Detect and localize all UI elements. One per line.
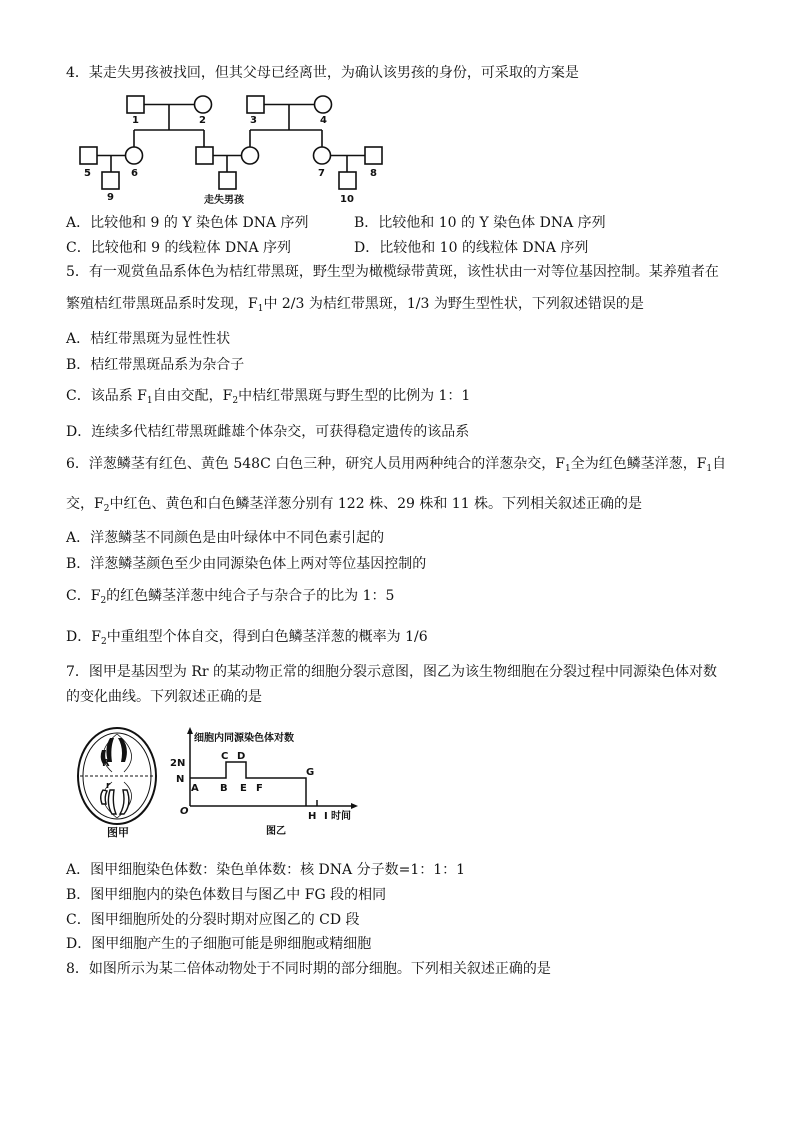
pedigree-female-mother: [242, 147, 259, 164]
figure-jia-cell: [72, 724, 164, 839]
q7-option-d: D．图甲细胞产生的子细胞可能是卵细胞或精细胞: [66, 936, 372, 952]
pedigree-male-1: [127, 96, 144, 113]
graph-origin: O: [180, 806, 189, 817]
figure-yi-caption: 图乙: [266, 826, 286, 837]
q6-stem-line2: 交，$F_2$中红色、黄色和白色鳞茎洋葱分别有 122 株、29 株和 11 株。下列相关叙述正确的是: [66, 496, 643, 514]
pedigree-label-10: 10: [340, 194, 354, 205]
graph-point-b: B: [220, 783, 228, 794]
pedigree-label-9: 9: [107, 192, 114, 203]
gene-label-r: r: [106, 781, 111, 791]
graph-xlabel: 时间: [331, 811, 351, 822]
q7-option-b: B．图甲细胞内的染色体数目与图乙中 FG 段的相同: [66, 887, 387, 903]
q5-option-c: C．该品系 $F_1$自由交配，$F_2$中桔红带黑斑与野生型的比例为 1：1: [66, 388, 471, 406]
graph-ytick-2n: 2N: [170, 758, 186, 769]
q4-stem: 4．某走失男孩被找回，但其父母已经离世，为确认该男孩的身份，可采取的方案是: [66, 65, 579, 81]
q4-option-b: B．比较他和 10 的 Y 染色体 DNA 序列: [354, 215, 606, 231]
q6-option-d: D．$F_2$中重组型个体自交，得到白色鳞茎洋葱的概率为 1/6: [66, 629, 428, 647]
graph-point-c: C: [221, 751, 229, 762]
figure-yi-graph: [168, 727, 368, 839]
graph-ylabel: 细胞内同源染色体对数: [194, 733, 294, 744]
pedigree-male-father: [196, 147, 213, 164]
pedigree-male-10: [339, 172, 356, 189]
pedigree-label-4: 4: [320, 115, 327, 126]
q7-stem-line1: 7．图甲是基因型为 Rr 的某动物正常的细胞分裂示意图，图乙为该生物细胞在分裂过程中同源染色体对数: [66, 664, 718, 680]
pedigree-female-2: [195, 96, 212, 113]
graph-point-a: A: [191, 783, 199, 794]
pedigree-male-8: [365, 147, 382, 164]
graph-point-i: I: [324, 811, 328, 822]
q6-option-c: C．$F_2$的红色鳞茎洋葱中纯合子与杂合子的比为 1：5: [66, 588, 395, 606]
q6-option-b: B．洋葱鳞茎颜色至少由同源染色体上两对等位基因控制的: [66, 556, 427, 572]
q4-option-c: C．比较他和 9 的线粒体 DNA 序列: [66, 240, 292, 256]
pedigree-label-1: 1: [132, 115, 139, 126]
pedigree-label-7: 7: [318, 168, 325, 179]
pedigree-label-6: 6: [131, 168, 138, 179]
q7-stem-line2: 的变化曲线。下列叙述正确的是: [66, 689, 262, 705]
pedigree-female-6: [126, 147, 143, 164]
q5-option-d: D．连续多代桔红带黑斑雌雄个体杂交，可获得稳定遗传的该品系: [66, 424, 470, 440]
q4-option-a: A．比较他和 9 的 Y 染色体 DNA 序列: [66, 215, 309, 231]
pedigree-male-lost-boy: [219, 172, 236, 189]
q7-option-a: A．图甲细胞染色体数：染色单体数：核 DNA 分子数=1：1：1: [66, 862, 466, 878]
pedigree-chart: [74, 90, 394, 210]
gene-label-R: R: [102, 758, 110, 769]
q5-stem-line1: 5．有一观赏鱼品系体色为桔红带黑斑，野生型为橄榄绿带黄斑，该性状由一对等位基因控制。某养殖者在: [66, 264, 719, 280]
pedigree-male-3: [247, 96, 264, 113]
pedigree-label-5: 5: [84, 168, 91, 179]
q6-option-a: A．洋葱鳞茎不同颜色是由叶绿体中不同色素引起的: [66, 530, 385, 546]
graph-curve: [190, 762, 306, 806]
pedigree-female-7: [314, 147, 331, 164]
figure-jia-caption: 图甲: [107, 826, 129, 839]
pedigree-label-2: 2: [199, 115, 206, 126]
pedigree-male-5: [80, 147, 97, 164]
graph-point-d: D: [237, 751, 246, 762]
q4-option-d: D．比较他和 10 的线粒体 DNA 序列: [354, 240, 589, 256]
pedigree-caption: 走失男孩: [204, 195, 244, 206]
graph-point-g: G: [306, 767, 315, 778]
graph-point-h: H: [308, 811, 317, 822]
graph-point-e: E: [240, 783, 247, 794]
q8-stem: 8．如图所示为某二倍体动物处于不同时期的部分细胞。下列相关叙述正确的是: [66, 961, 551, 977]
pedigree-label-3: 3: [250, 115, 257, 126]
q5-option-b: B．桔红带黑斑品系为杂合子: [66, 357, 245, 373]
pedigree-label-8: 8: [370, 168, 377, 179]
q5-option-a: A．桔红带黑斑为显性性状: [66, 331, 231, 347]
q5-stem-line2: 繁殖桔红带黑斑品系时发现，$F_1$中 2/3 为桔红带黑斑，1/3 为野生型性状，下列叙述错误的是: [66, 296, 644, 314]
graph-ytick-n: N: [176, 774, 185, 785]
pedigree-male-9: [102, 172, 119, 189]
pedigree-female-4: [315, 96, 332, 113]
q6-stem-line1: 6．洋葱鳞茎有红色、黄色 548C 白色三种，研究人员用两种纯合的洋葱杂交，$F_1$全为红色鳞茎洋葱，$F_1$自: [66, 456, 727, 474]
graph-point-f: F: [256, 783, 263, 794]
q7-option-c: C．图甲细胞所处的分裂时期对应图乙的 CD 段: [66, 912, 360, 928]
